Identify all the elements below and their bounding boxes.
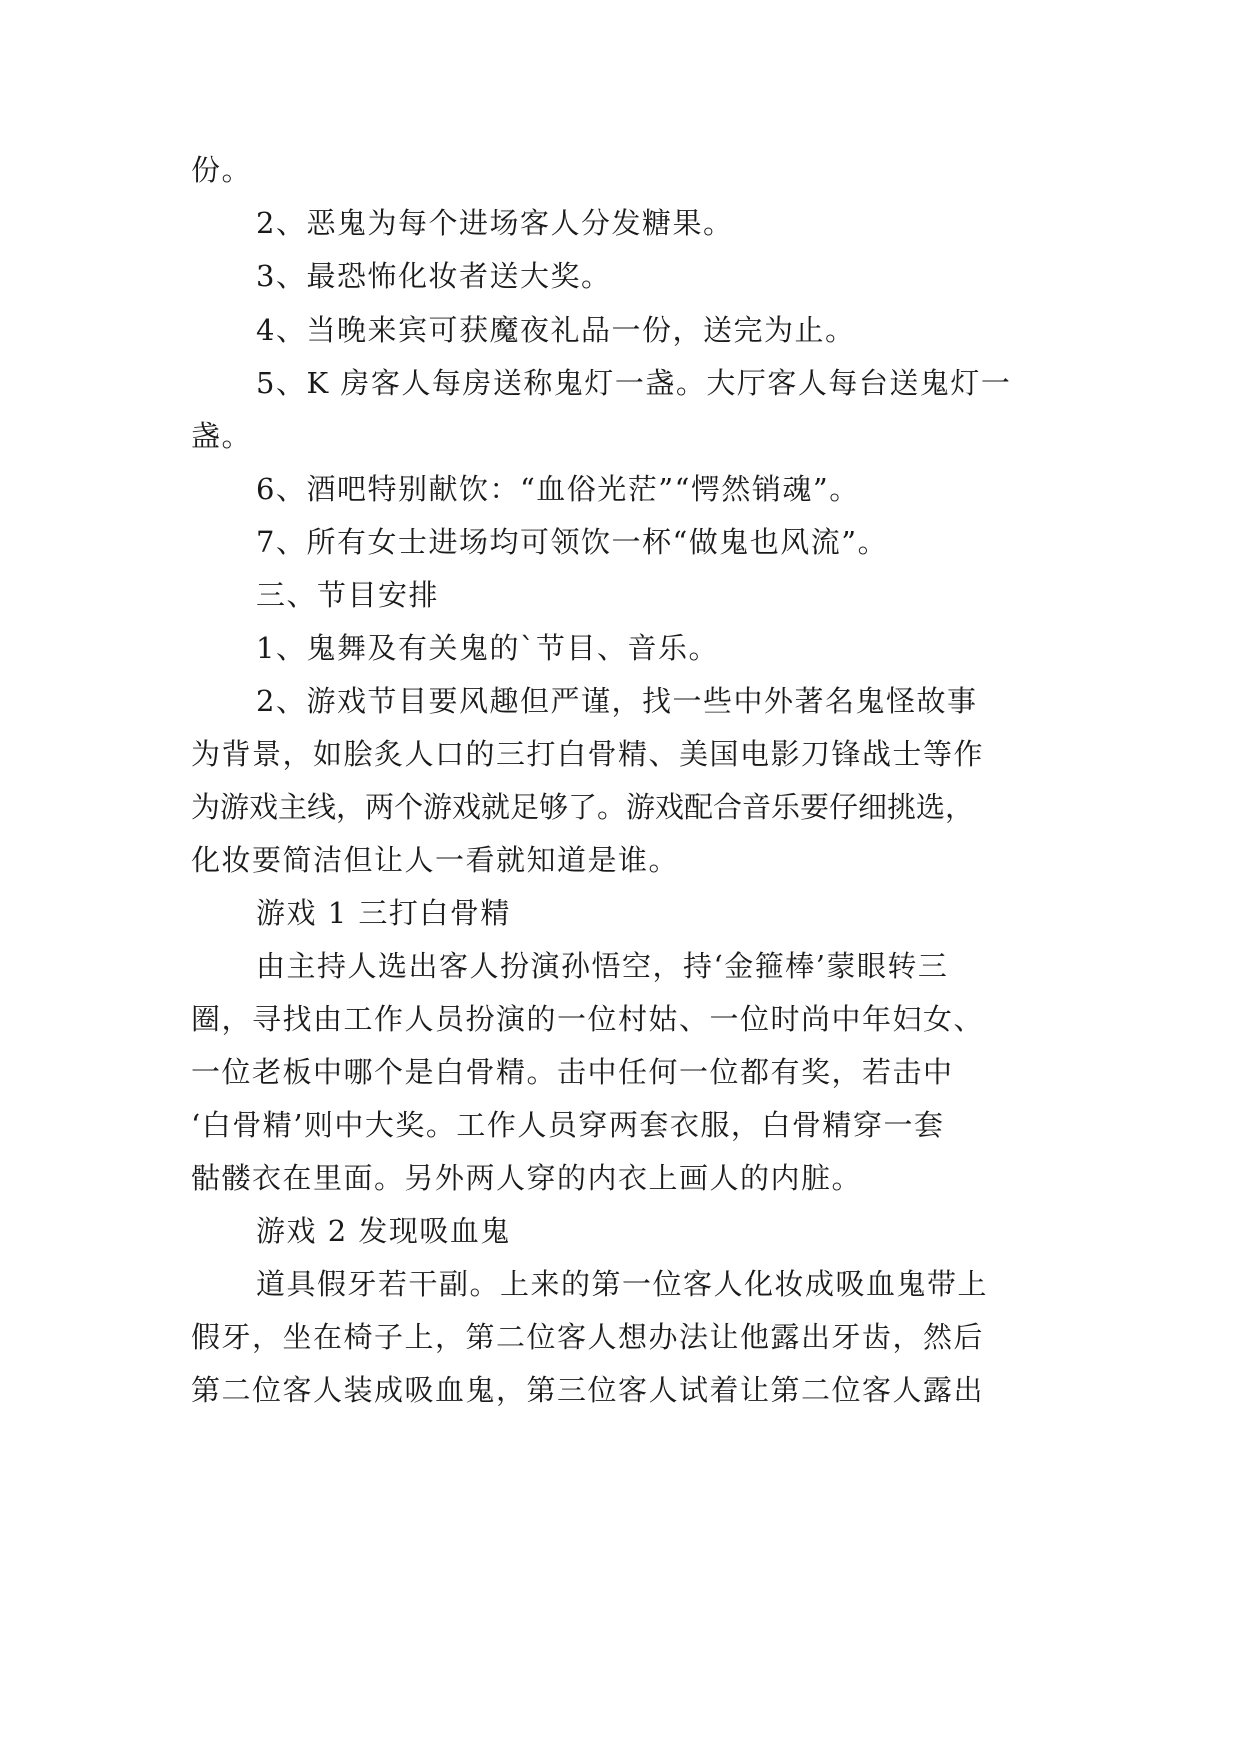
text-line: 5、K 房客人每房送称鬼灯一盏。大厅客人每台送鬼灯一 — [256, 366, 1012, 400]
text-line: 1、鬼舞及有关鬼的`节目、音乐。 — [256, 631, 719, 665]
section-heading: 三、节目安排 — [256, 578, 440, 612]
text-line: 份。 — [191, 153, 253, 187]
text-line: 圈，寻找由工作人员扮演的一位村姑、一位时尚中年妇女、 — [191, 1002, 985, 1036]
text-line: 骷髅衣在里面。另外两人穿的内衣上画人的内脏。 — [191, 1161, 863, 1195]
text-line: 3、最恐怖化妆者送大奖。 — [256, 259, 612, 293]
text-line: 为游戏主线，两个游戏就足够了。游戏配合音乐要仔细挑选， — [191, 790, 975, 824]
text-line: 为背景，如脍炙人口的三打白骨精、美国电影刀锋战士等作 — [191, 737, 985, 771]
text-line: 第二位客人装成吸血鬼，第三位客人试着让第二位客人露出 — [191, 1373, 985, 1407]
text-line: 一位老板中哪个是白骨精。击中任何一位都有奖，若击中 — [191, 1055, 954, 1089]
text-line: 2、游戏节目要风趣但严谨，找一些中外著名鬼怪故事 — [256, 684, 978, 718]
text-line: 4、当晚来宾可获魔夜礼品一份，送完为止。 — [256, 313, 856, 347]
game-title: 游戏 1 三打白骨精 — [256, 896, 511, 930]
text-line: 7、所有女士进场均可领饮一杯“做鬼也风流”。 — [256, 525, 889, 559]
game-title: 游戏 2 发现吸血鬼 — [256, 1214, 511, 1248]
text-line: 由主持人选出客人扮演孙悟空，持‘金箍棒’蒙眼转三 — [256, 949, 949, 983]
text-line: 假牙，坐在椅子上，第二位客人想办法让他露出牙齿，然后 — [191, 1320, 985, 1354]
text-line: 2、恶鬼为每个进场客人分发糖果。 — [256, 206, 734, 240]
text-line: ‘白骨精’则中大奖。工作人员穿两套衣服，白骨精穿一套 — [191, 1108, 945, 1142]
text-line: 6、酒吧特别献饮：“血俗光茫”“愕然销魂”。 — [256, 472, 860, 506]
text-line: 化妆要简洁但让人一看就知道是谁。 — [191, 843, 680, 877]
text-line: 盏。 — [191, 419, 253, 453]
text-line: 道具假牙若干副。上来的第一位客人化妆成吸血鬼带上 — [256, 1267, 989, 1301]
